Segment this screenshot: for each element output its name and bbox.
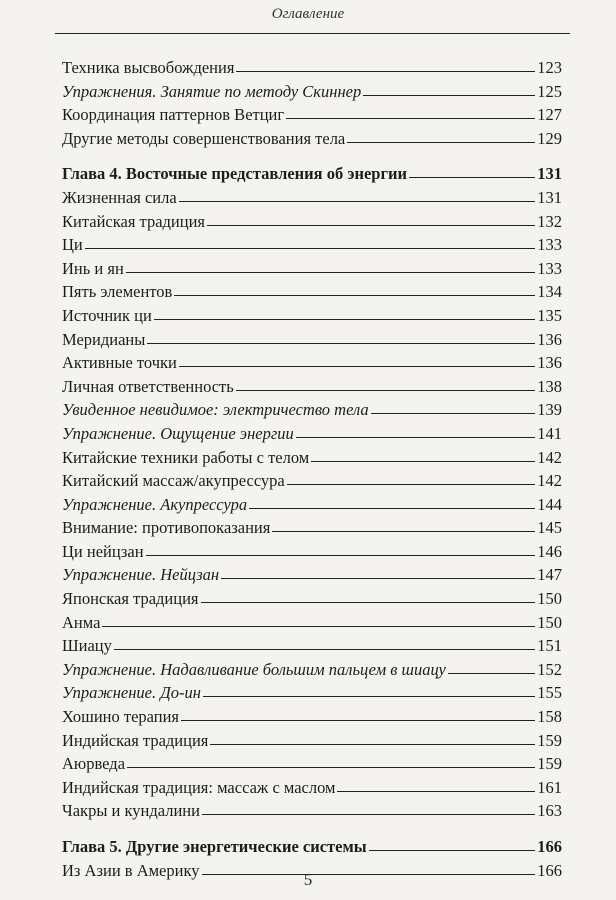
toc-entry — [62, 495, 562, 519]
toc-entry-page: 142 — [537, 447, 562, 467]
toc-entry-page: 136 — [537, 329, 562, 349]
dot-leader — [114, 649, 535, 650]
toc-entry-page: 139 — [537, 400, 562, 420]
toc-entry-title: Анма — [62, 612, 101, 632]
toc-entry-page: 163 — [537, 801, 562, 821]
toc-entry-page: 127 — [537, 105, 562, 125]
toc-entry — [62, 518, 562, 542]
dot-leader — [249, 508, 535, 509]
toc-entry — [62, 330, 562, 354]
toc-entry-title: Упражнение. Нейцзан — [62, 565, 220, 585]
toc-entry-title: Пять элементов — [62, 282, 173, 302]
toc-entry — [62, 58, 562, 82]
dot-leader — [337, 791, 535, 792]
dot-leader — [126, 272, 535, 273]
toc-entry — [62, 707, 562, 731]
toc-entry-page: 166 — [537, 837, 562, 856]
header-rule — [55, 33, 570, 34]
toc-entry-title: Упражнение. Акупрессура — [62, 494, 248, 514]
toc-entry — [62, 565, 562, 589]
toc-entry — [62, 188, 562, 212]
toc-entry — [62, 235, 562, 259]
toc-entry — [62, 448, 562, 472]
toc-entry-title: Координация паттернов Ветциг — [62, 105, 285, 125]
toc-entry-page: 145 — [537, 518, 562, 538]
toc-entry-page: 150 — [537, 589, 562, 609]
toc-entry-page: 132 — [537, 211, 562, 231]
toc-entry-page: 135 — [537, 305, 562, 325]
toc-entry-title: Японская традиция — [62, 589, 199, 609]
dot-leader — [287, 484, 535, 485]
toc-entry-page: 159 — [537, 754, 562, 774]
toc-entry — [62, 259, 562, 283]
toc-entry — [62, 542, 562, 566]
toc-entry-page: 125 — [537, 81, 562, 101]
toc-entry-title: Китайский массаж/акупрессура — [62, 471, 285, 491]
toc-entry — [62, 589, 562, 613]
dot-leader — [221, 578, 535, 579]
dot-leader — [286, 118, 535, 119]
toc-entry-title: Внимание: противопоказания — [62, 518, 271, 538]
dot-leader — [202, 814, 535, 815]
toc-entry — [62, 613, 562, 637]
dot-leader — [210, 744, 535, 745]
toc-entry-title: Упражнение. Ощущение энергии — [62, 423, 294, 443]
toc-entry-title: Индийская традиция — [62, 730, 209, 750]
toc-entry-page: 131 — [537, 164, 562, 184]
table-of-contents — [62, 58, 562, 884]
toc-entry-title: Упражнения. Занятие по методу Скиннер — [62, 81, 362, 101]
toc-entry-page: 133 — [537, 258, 562, 278]
toc-entry-title: Из Азии в Америку — [62, 860, 200, 880]
toc-entry-page: 141 — [537, 423, 562, 443]
toc-entry-title: Шиацу — [62, 636, 112, 656]
dot-leader — [85, 248, 536, 249]
toc-entry-page: 136 — [537, 353, 562, 373]
chapter-heading — [62, 837, 562, 861]
toc-entry — [62, 754, 562, 778]
toc-entry-page: 166 — [537, 860, 562, 880]
page-number: 5 — [303, 870, 313, 889]
dot-leader — [363, 95, 535, 96]
toc-entry-title: Увиденное невидимое: электричество тела — [62, 400, 369, 420]
dot-leader — [369, 850, 536, 851]
toc-entry-title: Источник ци — [62, 305, 152, 325]
chapter-heading — [62, 164, 562, 188]
toc-entry-page: 152 — [537, 659, 562, 679]
dot-leader — [146, 555, 536, 556]
toc-entry-title: Чакры и кундалини — [62, 801, 200, 821]
toc-entry-page: 146 — [537, 541, 562, 561]
toc-entry — [62, 82, 562, 106]
dot-leader — [181, 720, 535, 721]
toc-entry-title: Китайские техники работы с телом — [62, 447, 310, 467]
toc-entry — [62, 424, 562, 448]
dot-leader — [201, 602, 536, 603]
dot-leader — [207, 225, 535, 226]
toc-entry — [62, 636, 562, 660]
toc-entry-title: Инь и ян — [62, 258, 124, 278]
toc-entry-page: 159 — [537, 730, 562, 750]
toc-entry — [62, 801, 562, 825]
toc-entry — [62, 129, 562, 153]
toc-entry — [62, 212, 562, 236]
dot-leader — [371, 413, 536, 414]
toc-entry — [62, 306, 562, 330]
toc-entry-title: Аюрведа — [62, 754, 126, 774]
toc-entry-title: Индийская традиция: массаж с маслом — [62, 777, 336, 797]
dot-leader — [409, 177, 535, 178]
toc-entry-title: Глава 4. Восточные представления об энергии — [62, 164, 407, 184]
toc-entry — [62, 377, 562, 401]
toc-entry — [62, 282, 562, 306]
toc-entry-title: Личная ответственность — [62, 376, 234, 396]
dot-leader — [179, 201, 536, 202]
dot-leader — [203, 696, 535, 697]
toc-entry — [62, 105, 562, 129]
toc-entry — [62, 660, 562, 684]
toc-entry-title: Меридианы — [62, 329, 146, 349]
toc-entry-title: Упражнение. Надавливание большим пальцем в шиацу — [62, 659, 446, 679]
toc-entry-title: Техника высвобождения — [62, 58, 235, 77]
toc-entry-page: 150 — [537, 612, 562, 632]
toc-entry-page: 161 — [537, 777, 562, 797]
toc-entry-title: Упражнение. До-ин — [62, 683, 201, 703]
dot-leader — [147, 343, 535, 344]
toc-entry — [62, 353, 562, 377]
toc-entry-page: 144 — [537, 494, 562, 514]
toc-entry — [62, 778, 562, 802]
dot-leader — [174, 295, 535, 296]
toc-entry-page: 131 — [537, 187, 562, 207]
toc-entry-page: 142 — [537, 471, 562, 491]
dot-leader — [179, 366, 535, 367]
toc-entry-page: 123 — [537, 58, 562, 77]
dot-leader — [448, 673, 535, 674]
toc-entry-title: Ци нейцзан — [62, 541, 144, 561]
dot-leader — [154, 319, 535, 320]
toc-entry-page: 133 — [537, 235, 562, 255]
toc-entry-page: 129 — [537, 128, 562, 148]
dot-leader — [272, 531, 535, 532]
dot-leader — [102, 626, 535, 627]
toc-entry-page: 147 — [537, 565, 562, 585]
toc-entry-page: 134 — [537, 282, 562, 302]
toc-entry — [62, 731, 562, 755]
toc-entry — [62, 471, 562, 495]
toc-entry-title: Активные точки — [62, 353, 177, 373]
toc-entry-page: 158 — [537, 707, 562, 727]
dot-leader — [236, 71, 535, 72]
toc-entry-page: 155 — [537, 683, 562, 703]
toc-entry-page: 138 — [537, 376, 562, 396]
toc-entry-title: Другие методы совершенствования тела — [62, 128, 346, 148]
dot-leader — [236, 390, 535, 391]
toc-entry-title: Хошино терапия — [62, 707, 180, 727]
toc-entry-title: Ци — [62, 235, 83, 255]
toc-entry-title: Глава 5. Другие энергетические системы — [62, 837, 367, 856]
toc-entry-title: Жизненная сила — [62, 187, 177, 207]
toc-entry-title: Китайская традиция — [62, 211, 205, 231]
running-header: Оглавление — [271, 6, 345, 22]
toc-entry-page: 151 — [537, 636, 562, 656]
dot-leader — [296, 437, 535, 438]
toc-entry — [62, 400, 562, 424]
dot-leader — [127, 767, 535, 768]
dot-leader — [311, 461, 535, 462]
toc-entry — [62, 683, 562, 707]
dot-leader — [347, 142, 535, 143]
